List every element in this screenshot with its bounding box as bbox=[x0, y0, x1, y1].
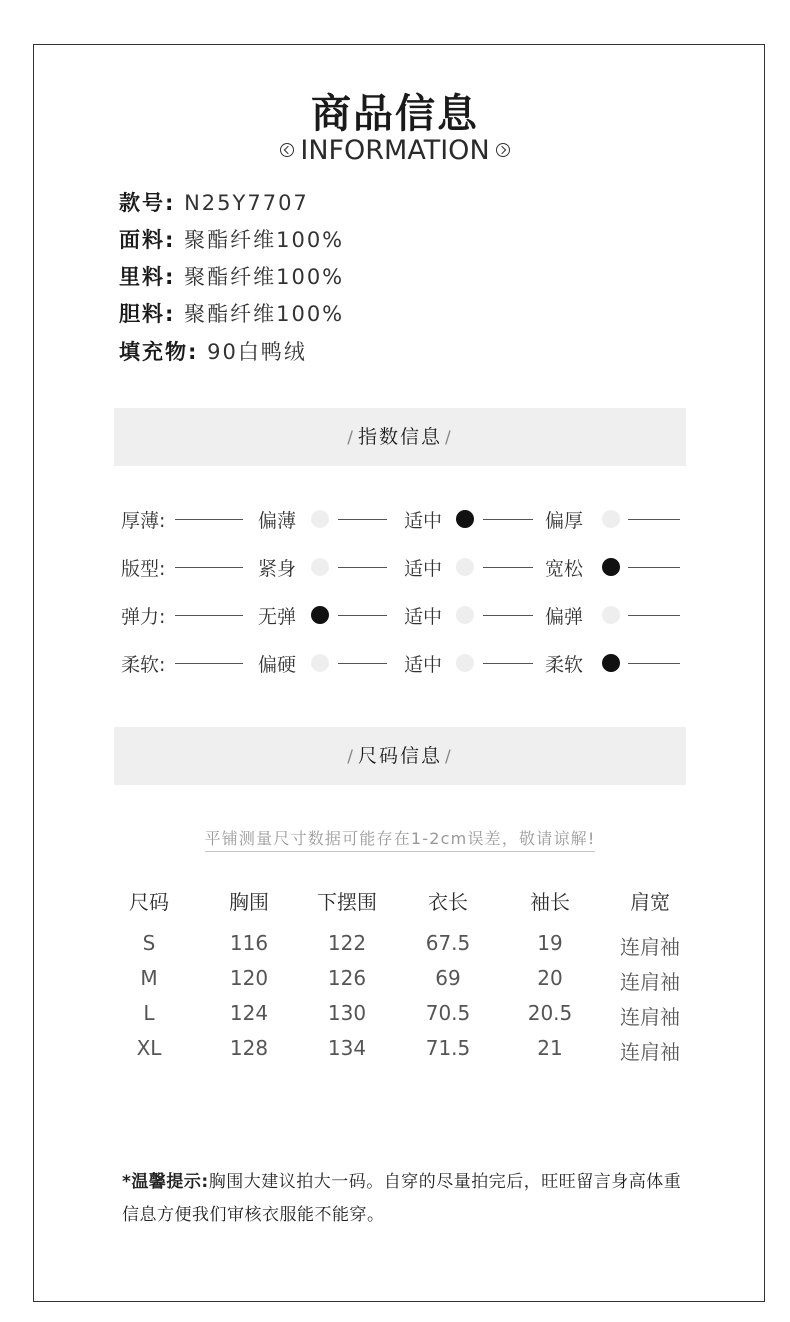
size-table-cell: 126 bbox=[327, 966, 367, 990]
index-dot bbox=[311, 558, 329, 576]
info-value: 聚酯纤维100% bbox=[184, 302, 345, 326]
index-connector-line bbox=[175, 567, 243, 568]
warm-tip bbox=[122, 1166, 682, 1232]
index-option-label: 紧身 bbox=[258, 558, 297, 580]
index-option-label: 适中 bbox=[404, 558, 443, 580]
size-table-header: 袖长 bbox=[530, 890, 570, 914]
size-table-cell: 122 bbox=[327, 931, 367, 955]
index-dot bbox=[602, 510, 620, 528]
index-connector-line bbox=[338, 567, 387, 568]
index-connector-line bbox=[483, 567, 533, 568]
measurement-note: 平铺测量尺寸数据可能存在1-2cm误差，敬请谅解! bbox=[0, 826, 790, 849]
size-table-header: 尺码 bbox=[129, 890, 169, 914]
size-table-cell: 20.5 bbox=[527, 1001, 573, 1025]
index-dot-selected bbox=[602, 654, 620, 672]
index-option-label: 偏硬 bbox=[258, 654, 297, 676]
index-row-label: 厚薄: bbox=[121, 510, 166, 532]
info-label: 款号: bbox=[119, 191, 176, 215]
index-option-label: 偏薄 bbox=[258, 510, 297, 532]
index-option-label: 适中 bbox=[404, 654, 443, 676]
info-label: 填充物: bbox=[119, 340, 199, 364]
size-table-cell: XL bbox=[136, 1036, 162, 1060]
index-option-label: 柔软 bbox=[545, 654, 584, 676]
index-connector-line bbox=[175, 519, 243, 520]
index-connector-line bbox=[175, 663, 243, 664]
index-dot bbox=[311, 654, 329, 672]
index-row-label: 弹力: bbox=[121, 606, 166, 628]
index-option-label: 偏厚 bbox=[545, 510, 584, 532]
index-option-label: 偏弹 bbox=[545, 606, 584, 628]
index-dot-selected bbox=[602, 558, 620, 576]
size-table-cell: 21 bbox=[537, 1036, 563, 1060]
info-row-fabric bbox=[119, 224, 344, 254]
size-table-cell: 120 bbox=[229, 966, 269, 990]
index-connector-line bbox=[628, 615, 680, 616]
info-value: 90白鸭绒 bbox=[207, 340, 307, 364]
info-row-style-no bbox=[119, 187, 309, 217]
index-connector-line bbox=[483, 519, 533, 520]
index-dot bbox=[602, 606, 620, 624]
info-value: 聚酯纤维100% bbox=[184, 228, 345, 252]
size-table-cell: L bbox=[143, 1001, 155, 1025]
size-table-header: 胸围 bbox=[229, 890, 269, 914]
chevron-right-circle-icon bbox=[496, 143, 510, 157]
info-row-inner bbox=[119, 298, 344, 328]
size-table-cell: 70.5 bbox=[425, 1001, 471, 1025]
size-section-header: / 尺码信息 / bbox=[114, 727, 686, 785]
tip-text: 胸围大建议拍大一码。自穿的尽量拍完后，旺旺留言身高体重信息方便我们审核衣服能不能穿。 bbox=[122, 1172, 682, 1225]
size-table-cell: 69 bbox=[435, 966, 461, 990]
index-section-header: / 指数信息 / bbox=[114, 408, 686, 466]
index-option-label: 适中 bbox=[404, 510, 443, 532]
index-connector-line bbox=[628, 519, 680, 520]
tip-label: *温馨提示: bbox=[122, 1172, 209, 1192]
index-dot-selected bbox=[311, 606, 329, 624]
size-table-cell: 128 bbox=[229, 1036, 269, 1060]
size-table-header: 肩宽 bbox=[630, 890, 670, 914]
page-title: 商品信息 bbox=[311, 91, 479, 137]
index-connector-line bbox=[483, 663, 533, 664]
chevron-left-circle-icon bbox=[280, 143, 294, 157]
info-value: 聚酯纤维100% bbox=[184, 265, 345, 289]
index-dot bbox=[456, 654, 474, 672]
info-row-filling bbox=[119, 336, 307, 366]
index-connector-line bbox=[338, 663, 387, 664]
index-connector-line bbox=[175, 615, 243, 616]
index-connector-line bbox=[628, 663, 680, 664]
size-table-cell: 124 bbox=[229, 1001, 269, 1025]
index-connector-line bbox=[338, 519, 387, 520]
index-section-title: 指数信息 bbox=[357, 426, 442, 448]
index-option-label: 宽松 bbox=[545, 558, 584, 580]
size-table-cell: 67.5 bbox=[425, 931, 471, 955]
index-dot-selected bbox=[456, 510, 474, 528]
subtitle-text: INFORMATION bbox=[300, 135, 490, 166]
size-table-header: 下摆围 bbox=[317, 890, 377, 914]
index-connector-line bbox=[483, 615, 533, 616]
index-row-label: 柔软: bbox=[121, 654, 166, 676]
size-table-cell: S bbox=[142, 931, 156, 955]
index-dot bbox=[456, 558, 474, 576]
info-row-lining bbox=[119, 261, 344, 291]
info-label: 里料: bbox=[119, 265, 176, 289]
size-table-cell: 连肩袖 bbox=[620, 1005, 680, 1029]
size-table-cell: 连肩袖 bbox=[620, 1040, 680, 1064]
size-table-cell: M bbox=[140, 966, 158, 990]
index-dot bbox=[311, 510, 329, 528]
size-table-header: 衣长 bbox=[428, 890, 468, 914]
info-label: 胆料: bbox=[119, 302, 176, 326]
size-section-title: 尺码信息 bbox=[357, 745, 442, 767]
index-row-label: 版型: bbox=[121, 558, 166, 580]
index-connector-line bbox=[628, 567, 680, 568]
size-table-cell: 19 bbox=[537, 931, 563, 955]
index-connector-line bbox=[338, 615, 387, 616]
size-table-cell: 连肩袖 bbox=[620, 935, 680, 959]
size-table-cell: 130 bbox=[327, 1001, 367, 1025]
size-table-cell: 134 bbox=[327, 1036, 367, 1060]
size-table-cell: 116 bbox=[229, 931, 269, 955]
info-label: 面料: bbox=[119, 228, 176, 252]
index-dot bbox=[456, 606, 474, 624]
index-option-label: 适中 bbox=[404, 606, 443, 628]
page-subtitle bbox=[0, 135, 790, 167]
size-table-cell: 20 bbox=[537, 966, 563, 990]
index-option-label: 无弹 bbox=[258, 606, 297, 628]
info-value: N25Y7707 bbox=[184, 191, 309, 215]
size-table-cell: 71.5 bbox=[425, 1036, 471, 1060]
size-table-cell: 连肩袖 bbox=[620, 970, 680, 994]
